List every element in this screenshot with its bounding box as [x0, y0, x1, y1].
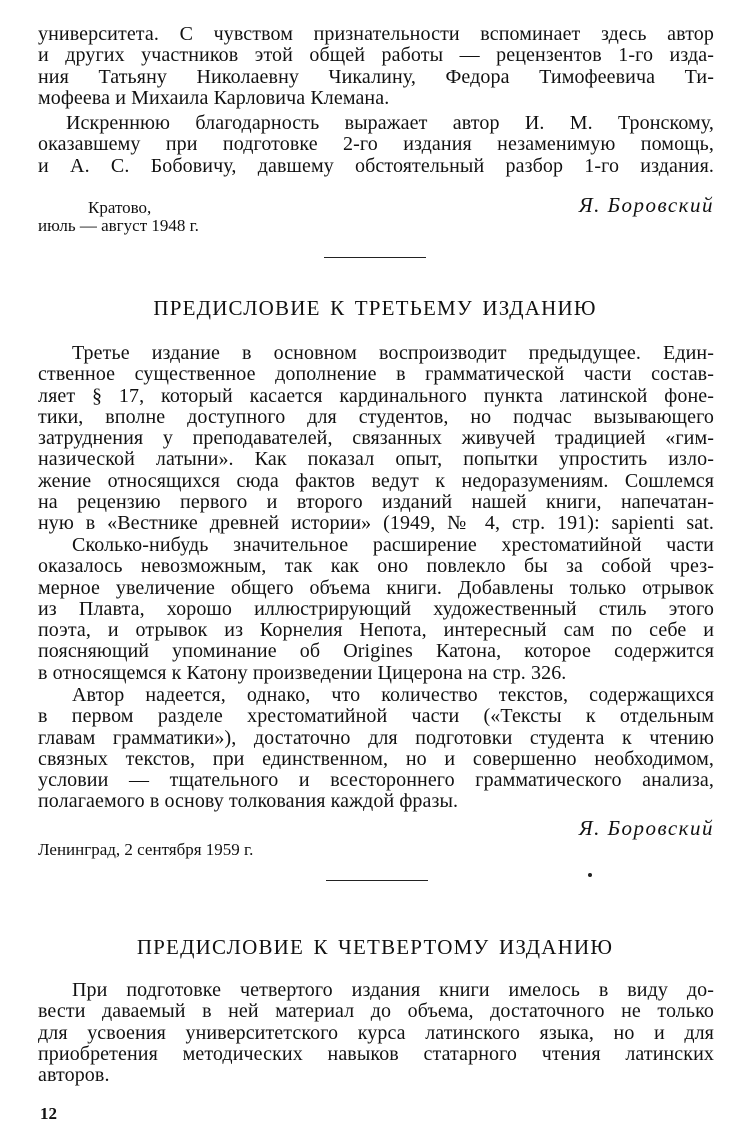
- text-line: и А. С. Бобовичу, давшему обстоятельный разбор 1-го издания.: [38, 154, 714, 177]
- text-line: университета. С чувством признательности вспоминает здесь автор: [38, 23, 714, 45]
- text-line: ственное существенное дополнение в грамматической части состав-: [38, 363, 714, 386]
- text-line: мерное увеличение общего объема книги. Добавлены только отрывок: [38, 576, 714, 599]
- text-line: Третье издание в основном воспроизводит предыдущее. Един-: [72, 342, 714, 364]
- text-line: жение относящихся сюда фактов ведут к недоразумениям. Сошлемся: [38, 469, 714, 492]
- text-line: на рецензию первого и второго изданий нашей книги, напечатан-: [38, 491, 714, 514]
- fourth-edition-paragraph-1: [38, 980, 714, 1086]
- text-line: авторов.: [38, 1064, 110, 1087]
- author-signature: Я. Боровский: [578, 193, 714, 217]
- text-line: главам грамматики»), достаточно для подготовки студента к чтению: [38, 726, 714, 749]
- third-edition-paragraph-3: [38, 685, 714, 813]
- author-signature: Я. Боровский: [578, 816, 714, 840]
- text-line: связных текстов, при единственном, но и совершенно необходимом,: [38, 747, 714, 770]
- text-line: мофеева и Михаила Карловича Клемана.: [38, 86, 390, 109]
- text-line: поэта, и отрывок из Корнелия Непота, интересный сам по себе и: [38, 619, 714, 642]
- fourth-edition-heading: ПРЕДИСЛОВИЕ К ЧЕТВЕРТОМУ ИЗДАНИЮ: [136, 935, 614, 959]
- third-edition-paragraph-2: [38, 535, 714, 684]
- text-line: оказалось невозможным, так как оно повлекло бы за собой чрез-: [38, 555, 714, 578]
- text-line: назической латыни». Как показал опыт, попытки упростить изло-: [38, 448, 714, 471]
- text-line: приобретения методических навыков статарного чтения латинских: [38, 1042, 714, 1065]
- page-number: 12: [40, 1104, 57, 1123]
- text-line: и других участников этой общей работы — рецензентов 1-го изда-: [38, 44, 714, 67]
- text-line: Автор надеется, однако, что количество текстов, содержащихся: [72, 684, 714, 706]
- text-line: в первом разделе хрестоматийной части («Тексты к отдельным: [38, 705, 714, 728]
- text-line: Искреннюю благодарность выражает автор И. М. Тронскому,: [66, 112, 714, 134]
- text-line: из Плавта, хорошо иллюстрирующий художественный стиль этого: [38, 597, 714, 620]
- signature-date: июль — август 1948 г.: [38, 216, 199, 235]
- print-speck: [588, 873, 592, 877]
- text-line: для усвоения университетского курса латинского языка, но и для: [38, 1021, 714, 1044]
- text-line: полагаемого в основу толкования каждой фразы.: [38, 790, 459, 813]
- text-line: ную в «Вестнике древней истории» (1949, № 4, стр. 191): sapienti sat.: [38, 512, 714, 535]
- text-line: При подготовке четвертого издания книги имелось в виду до-: [72, 979, 714, 1001]
- signature-place-date: Ленинград, 2 сентября 1959 г.: [38, 840, 254, 859]
- text-line: ляет § 17, который касается кардинального пункта латинской фоне-: [38, 384, 714, 407]
- text-line: ния Татьяну Николаевну Чикалину, Федора Тимофеевича Ти-: [38, 65, 714, 88]
- text-line: оказавшему при подготовке 2-го издания незаменимую помощь,: [38, 133, 714, 156]
- text-line: Сколько-нибудь значительное расширение хрестоматийной части: [72, 534, 714, 556]
- text-line: поясняющий упоминание об Origines Катона, которое содержится: [38, 640, 714, 663]
- thanks-paragraph: [38, 113, 714, 177]
- text-line: в относящемся к Катону произведении Цицерона на стр. 326.: [38, 661, 567, 684]
- top-paragraph: [38, 24, 714, 109]
- text-line: тики, вполне доступного для студентов, но подчас вызывающего: [38, 405, 714, 428]
- text-line: условии — тщательного и всестороннего грамматического анализа,: [38, 769, 714, 792]
- section-divider: [326, 880, 428, 881]
- section-divider: [324, 257, 426, 258]
- text-line: вести даваемый в ней материал до объема, достаточного не только: [38, 1000, 714, 1023]
- third-edition-paragraph-1: [38, 343, 714, 535]
- text-line: затруднения у преподавателей, связанных живучей традицией «гим-: [38, 427, 714, 450]
- signature-place: Кратово,: [88, 198, 152, 217]
- third-edition-heading: ПРЕДИСЛОВИЕ К ТРЕТЬЕМУ ИЗДАНИЮ: [153, 296, 597, 320]
